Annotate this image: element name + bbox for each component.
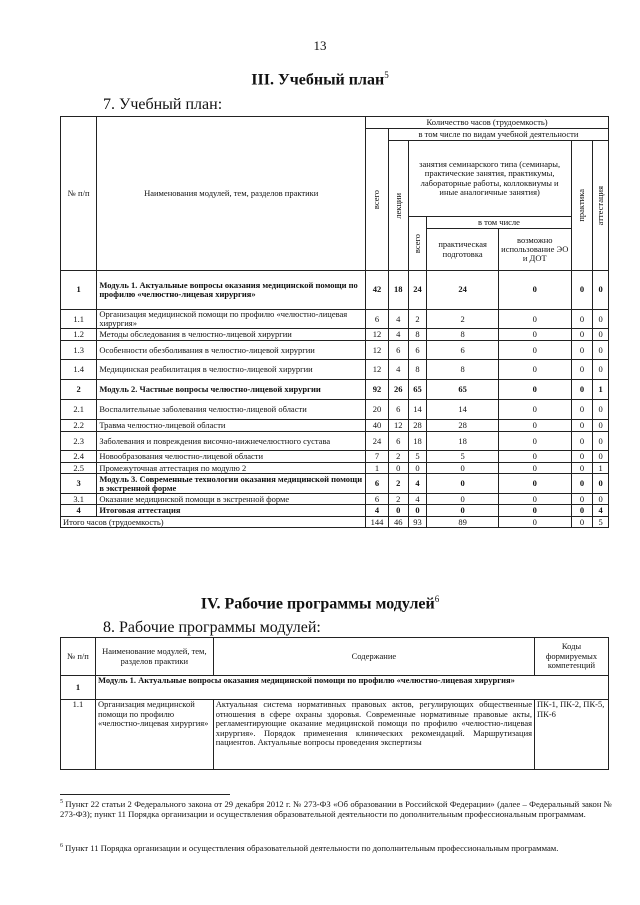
cell-e: 0 xyxy=(498,505,571,517)
cell-t: 24 xyxy=(366,432,389,451)
cell-t: 12 xyxy=(366,341,389,360)
cell-p: 0 xyxy=(427,474,499,494)
table-row xyxy=(61,451,609,463)
cell-n: 2.2 xyxy=(61,420,97,432)
cell-s: 28 xyxy=(408,420,427,432)
footnote-5-text: Пункт 22 статьи 2 Федерального закона от 29 декабря 2012 г. № 273-ФЗ «Об образовании в Российской Федерации» (далее – Федеральный закон № 273-ФЗ); пункт 11 Порядка организации и осуществления образовательной деятельности по дополнительным профессиональным программам. xyxy=(60,799,612,820)
cell-l: 12 xyxy=(388,420,408,432)
cell-t: 92 xyxy=(366,380,389,400)
total-s: 93 xyxy=(408,517,427,528)
footnote-ref-5: 5 xyxy=(384,70,389,80)
footnote-5-mark: 5 xyxy=(60,799,63,806)
cell-t: 42 xyxy=(366,271,389,310)
table-row xyxy=(61,420,609,432)
cell-name: Заболевания и повреждения височно-нижнечелюстного сустава xyxy=(97,432,366,451)
prog-header-name: Наименование модулей, тем, разделов практики xyxy=(95,638,213,676)
header-pract-cell xyxy=(571,141,593,271)
prog-header-codes: Коды формируемых компетенций xyxy=(535,638,609,676)
cell-p: 65 xyxy=(427,380,499,400)
cell-name: Оказание медицинской помощи в экстренной форме xyxy=(97,494,366,505)
cell-a: 1 xyxy=(593,463,609,474)
table-row xyxy=(61,463,609,474)
cell-e: 0 xyxy=(498,474,571,494)
cell-pr: 0 xyxy=(571,341,593,360)
cell-e: 0 xyxy=(498,341,571,360)
footnote-6 xyxy=(60,843,612,853)
section-3-title-text: III. Учебный план xyxy=(251,71,385,89)
cell-e: 0 xyxy=(498,310,571,329)
cell-n: 2.4 xyxy=(61,451,97,463)
cell-s: 4 xyxy=(408,494,427,505)
prog-row-name: Организация медицинской помощи по профилю «челюстно-лицевая хирургия» xyxy=(95,700,213,770)
section-3-title xyxy=(0,70,640,89)
cell-e: 0 xyxy=(498,451,571,463)
header-prep: практическая подготовка xyxy=(427,229,499,271)
cell-name: Методы обследования в челюстно-лицевой хирургии xyxy=(97,329,366,341)
cell-s: 65 xyxy=(408,380,427,400)
cell-n: 1.3 xyxy=(61,341,97,360)
cell-p: 5 xyxy=(427,451,499,463)
prog-module-title: Модуль 1. Актуальные вопросы оказания медицинской помощи по профилю «челюстно-лицевая хирургия» xyxy=(95,676,608,700)
cell-t: 4 xyxy=(366,505,389,517)
prog-header-content: Содержание xyxy=(213,638,534,676)
cell-pr: 0 xyxy=(571,451,593,463)
cell-t: 12 xyxy=(366,360,389,380)
cell-e: 0 xyxy=(498,463,571,474)
cell-t: 6 xyxy=(366,310,389,329)
header-sem-total-cell xyxy=(408,217,427,271)
header-num: № п/п xyxy=(61,117,97,271)
total-a: 5 xyxy=(593,517,609,528)
cell-t: 12 xyxy=(366,329,389,341)
subsection-7-title: 7. Учебный план: xyxy=(103,96,223,113)
cell-p: 24 xyxy=(427,271,499,310)
cell-name: Модуль 1. Актуальные вопросы оказания медицинской помощи по профилю «челюстно-лицевая хирургия» xyxy=(97,271,366,310)
header-seminar: занятия семинарского типа (семинары, практические занятия, практикумы, лабораторные работы, коллоквиумы и иные аналогичные занятия) xyxy=(408,141,571,217)
cell-pr: 0 xyxy=(571,505,593,517)
footnote-separator xyxy=(60,794,230,795)
subsection-8-title: 8. Рабочие программы модулей: xyxy=(103,619,321,636)
cell-p: 0 xyxy=(427,505,499,517)
cell-e: 0 xyxy=(498,432,571,451)
cell-pr: 0 xyxy=(571,463,593,474)
cell-p: 6 xyxy=(427,341,499,360)
program-table xyxy=(60,637,609,770)
section-4-title-text: IV. Рабочие программы модулей xyxy=(200,595,435,613)
cell-name: Организация медицинской помощи по профилю «челюстно-лицевая хирургия» xyxy=(97,310,366,329)
cell-s: 14 xyxy=(408,400,427,420)
cell-p: 14 xyxy=(427,400,499,420)
cell-n: 1 xyxy=(61,271,97,310)
cell-pr: 0 xyxy=(571,310,593,329)
cell-pr: 0 xyxy=(571,360,593,380)
cell-t: 6 xyxy=(366,494,389,505)
cell-a: 0 xyxy=(593,474,609,494)
curriculum-table xyxy=(60,116,609,528)
cell-l: 2 xyxy=(388,474,408,494)
cell-name: Модуль 3. Современные технологии оказания медицинской помощи в экстренной форме xyxy=(97,474,366,494)
cell-s: 4 xyxy=(408,474,427,494)
page-number: 13 xyxy=(313,38,327,53)
header-att: аттестация xyxy=(595,185,606,226)
header-sem-total: всего xyxy=(411,233,422,254)
header-name: Наименования модулей, тем, разделов практики xyxy=(97,117,366,271)
table-row xyxy=(61,380,609,400)
cell-n: 2.5 xyxy=(61,463,97,474)
cell-s: 18 xyxy=(408,432,427,451)
cell-pr: 0 xyxy=(571,329,593,341)
cell-e: 0 xyxy=(498,400,571,420)
cell-l: 4 xyxy=(388,329,408,341)
prog-row-num: 1.1 xyxy=(61,700,96,770)
cell-name: Медицинская реабилитация в челюстно-лицевой хирургии xyxy=(97,360,366,380)
table-row xyxy=(61,432,609,451)
total-l: 46 xyxy=(388,517,408,528)
cell-name: Промежуточная аттестация по модулю 2 xyxy=(97,463,366,474)
cell-l: 4 xyxy=(388,360,408,380)
cell-a: 0 xyxy=(593,341,609,360)
header-lect: лекции xyxy=(392,192,403,219)
header-eo: возможно использование ЭО и ДОТ xyxy=(498,229,571,271)
cell-p: 28 xyxy=(427,420,499,432)
cell-p: 18 xyxy=(427,432,499,451)
cell-s: 0 xyxy=(408,505,427,517)
total-t: 144 xyxy=(366,517,389,528)
cell-name: Итоговая аттестация xyxy=(97,505,366,517)
cell-n: 3 xyxy=(61,474,97,494)
cell-l: 4 xyxy=(388,310,408,329)
cell-a: 0 xyxy=(593,310,609,329)
cell-s: 8 xyxy=(408,329,427,341)
cell-l: 0 xyxy=(388,463,408,474)
cell-t: 6 xyxy=(366,474,389,494)
total-row xyxy=(61,517,609,528)
table-row xyxy=(61,400,609,420)
table-row xyxy=(61,341,609,360)
cell-a: 0 xyxy=(593,432,609,451)
cell-l: 2 xyxy=(388,451,408,463)
cell-a: 0 xyxy=(593,451,609,463)
cell-p: 0 xyxy=(427,463,499,474)
cell-l: 2 xyxy=(388,494,408,505)
cell-e: 0 xyxy=(498,420,571,432)
cell-a: 0 xyxy=(593,420,609,432)
table-row xyxy=(61,505,609,517)
cell-a: 0 xyxy=(593,329,609,341)
cell-a: 1 xyxy=(593,380,609,400)
prog-row-content: Актуальная система нормативных правовых актов, регулирующих общественные отношения в сфере охраны здоровья. Современные нормативные правовые акты, регламентирующие оказание медицинской помощи по профилю «челюстно-лицевая хирургия». Порядок применения клинических рекомендаций. Маршрутизация пациентов. Актуальные вопросы проведения экспертизы xyxy=(213,700,534,770)
cell-l: 18 xyxy=(388,271,408,310)
header-total-cell xyxy=(366,129,389,271)
cell-name: Воспалительные заболевания челюстно-лицевой области xyxy=(97,400,366,420)
total-p: 89 xyxy=(427,517,499,528)
footnote-ref-6: 6 xyxy=(434,594,440,604)
header-incl: в том числе по видам учебной деятельности xyxy=(388,129,608,141)
cell-a: 0 xyxy=(593,271,609,310)
cell-p: 8 xyxy=(427,360,499,380)
table-row xyxy=(61,494,609,505)
cell-t: 20 xyxy=(366,400,389,420)
prog-header-num: № п/п xyxy=(61,638,96,676)
table-row xyxy=(61,474,609,494)
cell-name: Особенности обезболивания в челюстно-лицевой хирургии xyxy=(97,341,366,360)
prog-row-codes: ПК-1, ПК-2, ПК-5, ПК-6 xyxy=(535,700,609,770)
cell-p: 8 xyxy=(427,329,499,341)
cell-pr: 0 xyxy=(571,380,593,400)
cell-pr: 0 xyxy=(571,420,593,432)
header-lect-cell xyxy=(388,141,408,271)
cell-l: 6 xyxy=(388,341,408,360)
header-pract: практика xyxy=(576,189,587,222)
cell-n: 3.1 xyxy=(61,494,97,505)
cell-s: 24 xyxy=(408,271,427,310)
prog-module-num: 1 xyxy=(61,676,96,700)
cell-a: 4 xyxy=(593,505,609,517)
cell-t: 1 xyxy=(366,463,389,474)
cell-p: 2 xyxy=(427,310,499,329)
table-row xyxy=(61,360,609,380)
cell-n: 2 xyxy=(61,380,97,400)
header-hours: Количество часов (трудоемкость) xyxy=(366,117,609,129)
cell-a: 0 xyxy=(593,360,609,380)
cell-s: 8 xyxy=(408,360,427,380)
cell-n: 2.3 xyxy=(61,432,97,451)
cell-e: 0 xyxy=(498,494,571,505)
cell-pr: 0 xyxy=(571,494,593,505)
table-row xyxy=(61,271,609,310)
table-row xyxy=(61,329,609,341)
cell-s: 5 xyxy=(408,451,427,463)
cell-l: 0 xyxy=(388,505,408,517)
footnote-5 xyxy=(60,799,612,820)
footnote-6-text: Пункт 11 Порядка организации и осуществления образовательной деятельности по дополнительным профессиональным программам. xyxy=(65,843,559,853)
cell-l: 6 xyxy=(388,400,408,420)
cell-p: 0 xyxy=(427,494,499,505)
cell-e: 0 xyxy=(498,329,571,341)
footnote-6-mark: 6 xyxy=(60,843,63,850)
header-total: всего xyxy=(371,189,382,210)
cell-n: 2.1 xyxy=(61,400,97,420)
header-sem-incl: в том числе xyxy=(427,217,571,229)
cell-name: Модуль 2. Частные вопросы челюстно-лицевой хирургии xyxy=(97,380,366,400)
cell-e: 0 xyxy=(498,360,571,380)
cell-s: 0 xyxy=(408,463,427,474)
total-label: Итого часов (трудоемкость) xyxy=(61,517,366,528)
cell-s: 6 xyxy=(408,341,427,360)
cell-e: 0 xyxy=(498,380,571,400)
cell-name: Новообразования челюстно-лицевой области xyxy=(97,451,366,463)
cell-t: 7 xyxy=(366,451,389,463)
cell-e: 0 xyxy=(498,271,571,310)
cell-a: 0 xyxy=(593,494,609,505)
total-pr: 0 xyxy=(571,517,593,528)
cell-n: 4 xyxy=(61,505,97,517)
cell-pr: 0 xyxy=(571,271,593,310)
section-4-title xyxy=(0,594,640,613)
cell-pr: 0 xyxy=(571,474,593,494)
cell-name: Травма челюстно-лицевой области xyxy=(97,420,366,432)
cell-s: 2 xyxy=(408,310,427,329)
cell-a: 0 xyxy=(593,400,609,420)
cell-l: 6 xyxy=(388,432,408,451)
cell-t: 40 xyxy=(366,420,389,432)
cell-n: 1.1 xyxy=(61,310,97,329)
header-att-cell xyxy=(593,141,609,271)
cell-l: 26 xyxy=(388,380,408,400)
total-e: 0 xyxy=(498,517,571,528)
table-row xyxy=(61,310,609,329)
cell-n: 1.2 xyxy=(61,329,97,341)
cell-n: 1.4 xyxy=(61,360,97,380)
cell-pr: 0 xyxy=(571,432,593,451)
cell-pr: 0 xyxy=(571,400,593,420)
